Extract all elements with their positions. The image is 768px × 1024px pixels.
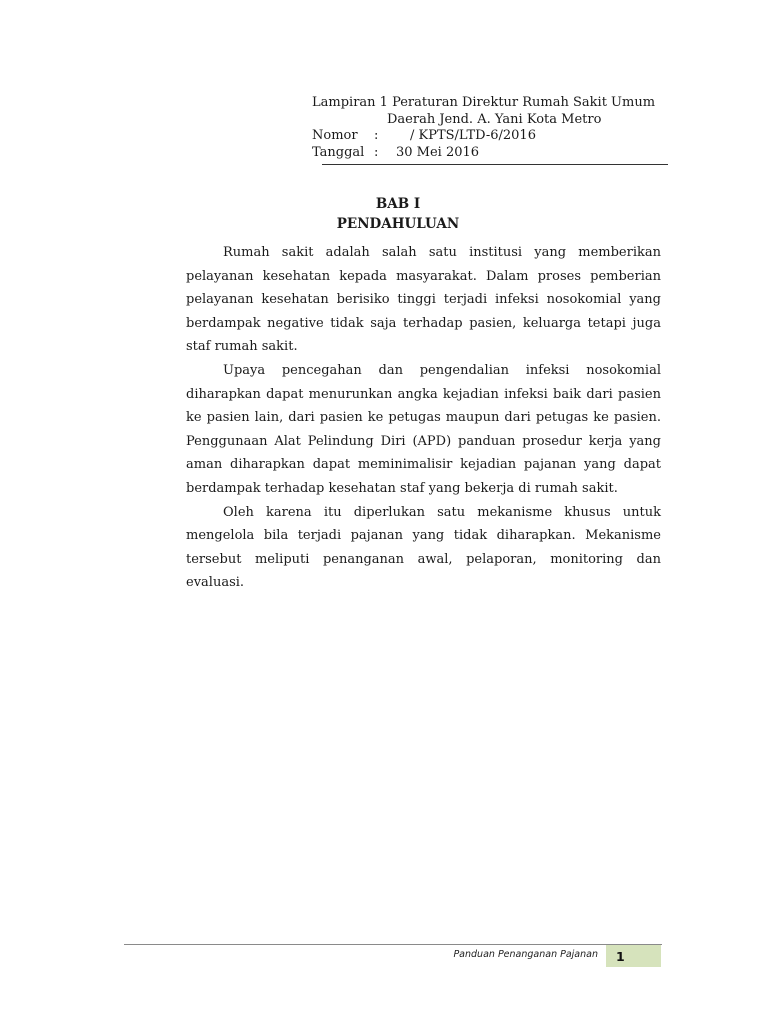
header-institution: Daerah Jend. A. Yani Kota Metro — [387, 111, 602, 127]
attachment-header — [312, 95, 668, 161]
header-line-1 — [312, 95, 668, 112]
document-body — [186, 241, 661, 595]
paragraph: Oleh karena itu diperlukan satu mekanisme khusus untuk mengelola bila terjadi pajanan yang tidak diharapkan. Mekanisme tersebut meliputi penanganan awal, pelaporan, monitoring dan evaluasi. — [186, 504, 661, 591]
header-nomor-row — [312, 128, 668, 145]
header-tanggal-row — [312, 145, 668, 162]
page-number-box — [606, 945, 661, 967]
chapter-number: BAB I — [375, 196, 421, 212]
paragraph: Upaya pencegahan dan pengendalian infeksi nosokomial diharapkan dapat menurunkan angka kejadian infeksi baik dari pasien ke pasien lain, dari pasien ke petugas maupun dari petugas ke pasien. Penggunaan Alat Pelindung Diri (APD) panduan prosedur kerja yang aman diharapkan dapat meminimalisir kejadian pajanan yang dapat berdampak terhadap kesehatan staf yang bekerja di rumah sakit. — [186, 362, 661, 496]
tanggal-value: 30 Mei 2016 — [396, 144, 480, 160]
header-attachment-title: Lampiran 1 Peraturan Direktur Rumah Sakit Umum — [312, 95, 656, 110]
paragraph: Rumah sakit adalah salah satu institusi yang memberikan pelayanan kesehatan kepada masyarakat. Dalam proses pemberian pelayanan kesehatan berisiko tinggi terjadi infeksi nosokomial yang berdampak negative tidak saja terhadap pasien, keluarga tetapi juga staf rumah sakit. — [186, 245, 661, 355]
nomor-value: / KPTS/LTD-6/2016 — [410, 128, 536, 143]
tanggal-label: Tanggal — [312, 144, 365, 160]
page-number: 1 — [616, 949, 625, 964]
nomor-label: Nomor — [312, 128, 358, 143]
header-divider — [322, 164, 668, 165]
nomor-separator: : — [374, 128, 379, 143]
footer-document-title: Panduan Penanganan Pajanan — [453, 949, 598, 960]
chapter-title: PENDAHULUAN — [336, 216, 460, 232]
tanggal-separator: : — [374, 144, 379, 160]
footer-divider — [124, 944, 662, 945]
header-line-2 — [312, 112, 668, 129]
